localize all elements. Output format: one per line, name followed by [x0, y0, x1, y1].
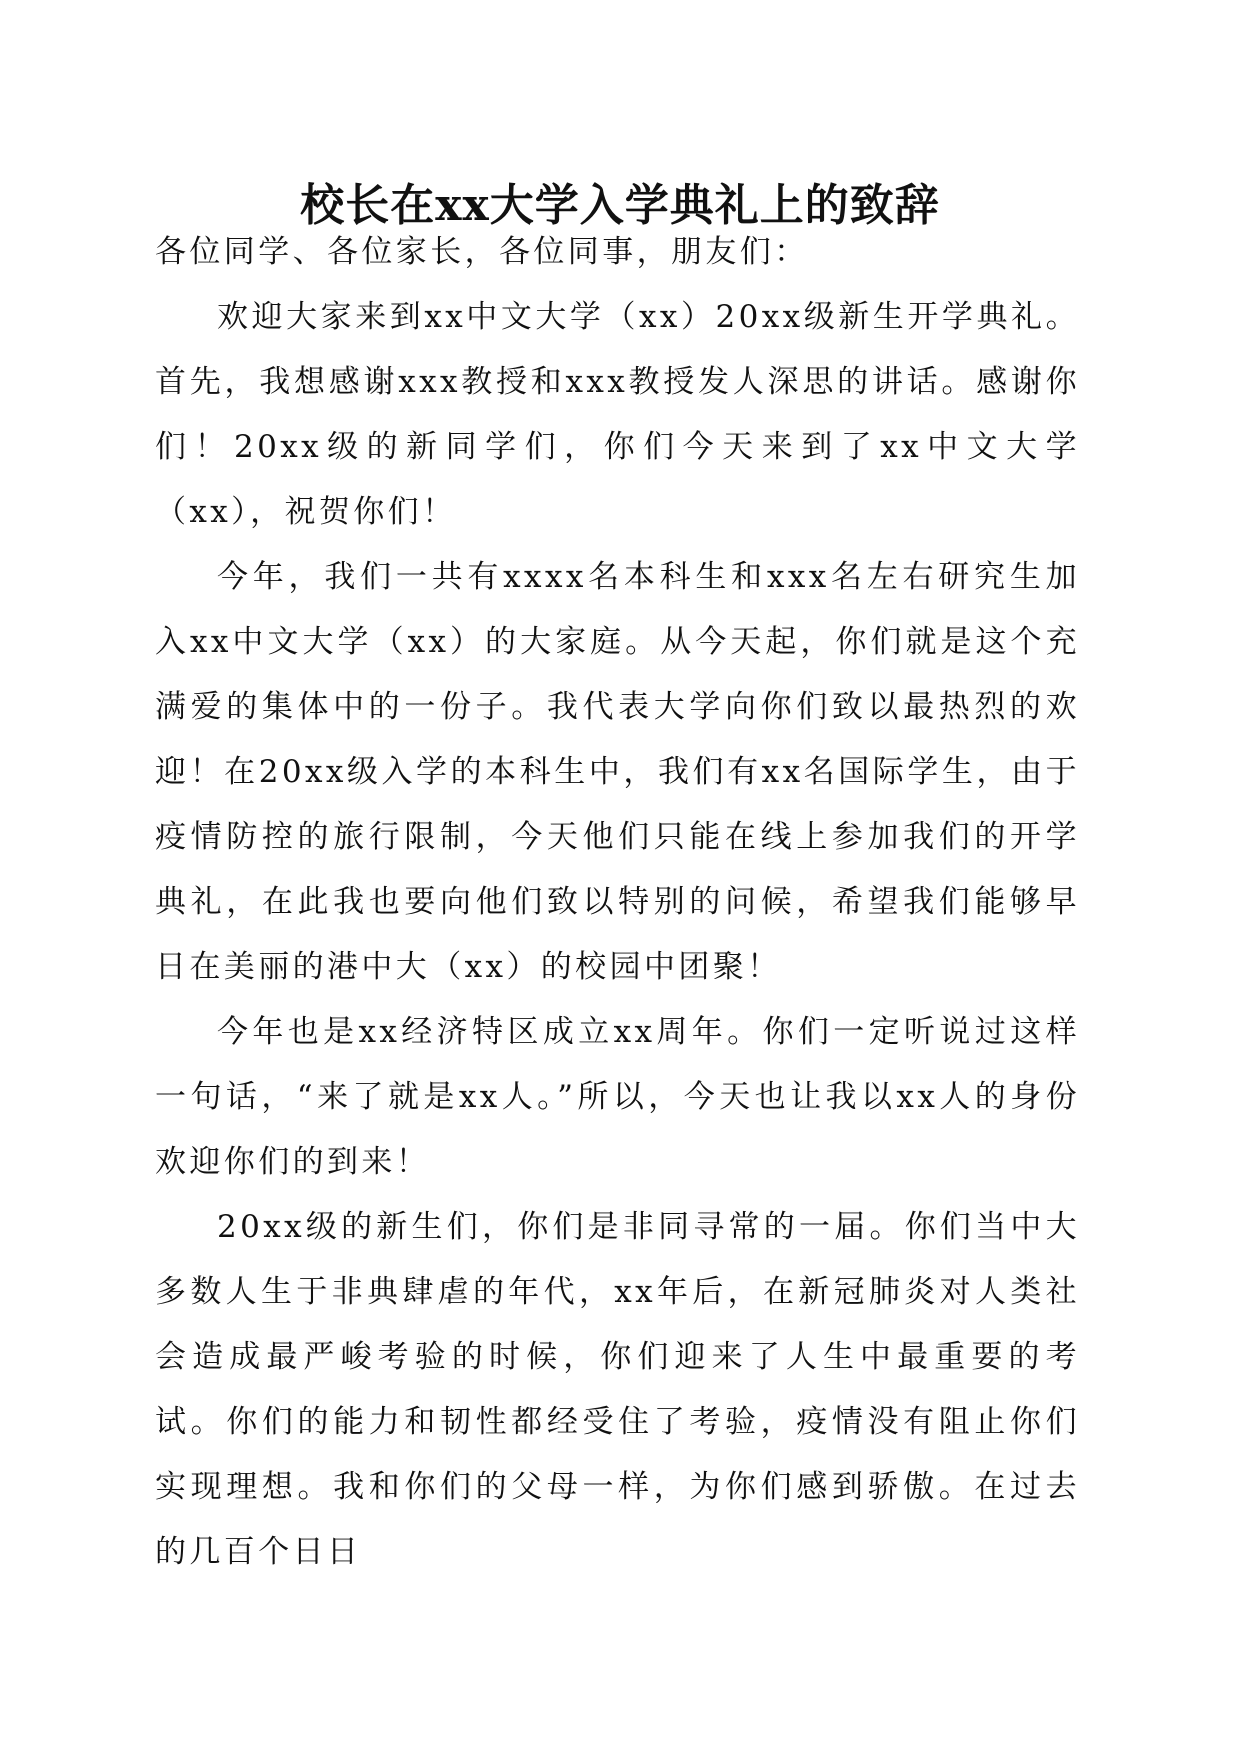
salutation: 各位同学、各位家长，各位同事，朋友们：: [155, 234, 809, 270]
paragraph-anniversary: 今年也是xx经济特区成立xx周年。你们一定听说过这样一句话，“来了就是xx人。”所以，今天也让我以xx人的身份欢迎你们的到来！: [155, 1014, 1080, 1180]
paragraph-enrollment: 今年，我们一共有xxxx名本科生和xxx名左右研究生加入xx中文大学（xx）的大家庭。从今天起，你们就是这个充满爱的集体中的一份子。我代表大学向你们致以最热烈的欢迎！在20xx级入学的本科生中，我们有xx名国际学生，由于疫情防控的旅行限制，今天他们只能在线上参加我们的开学典礼，在此我也要向他们致以特别的问候，希望我们能够早日在美丽的港中大（xx）的校园中团聚！: [155, 559, 1080, 985]
paragraph-welcome: 欢迎大家来到xx中文大学（xx）20xx级新生开学典礼。首先，我想感谢xxx教授和xxx教授发人深思的讲话。感谢你们！20xx级的新同学们，你们今天来到了xx中文大学（xx），祝贺你们！: [155, 299, 1080, 530]
paragraph-class-of: 20xx级的新生们，你们是非同寻常的一届。你们当中大多数人生于非典肆虐的年代，xx年后，在新冠肺炎对人类社会造成最严峻考验的时候，你们迎来了人生中最重要的考试。你们的能力和韧性都经受住了考验，疫情没有阻止你们实现理想。我和你们的父母一样，为你们感到骄傲。在过去的几百个日日: [155, 1209, 1080, 1570]
document-title: 校长在xx大学入学典礼上的致辞: [300, 180, 940, 231]
document-body: [155, 220, 1080, 1585]
